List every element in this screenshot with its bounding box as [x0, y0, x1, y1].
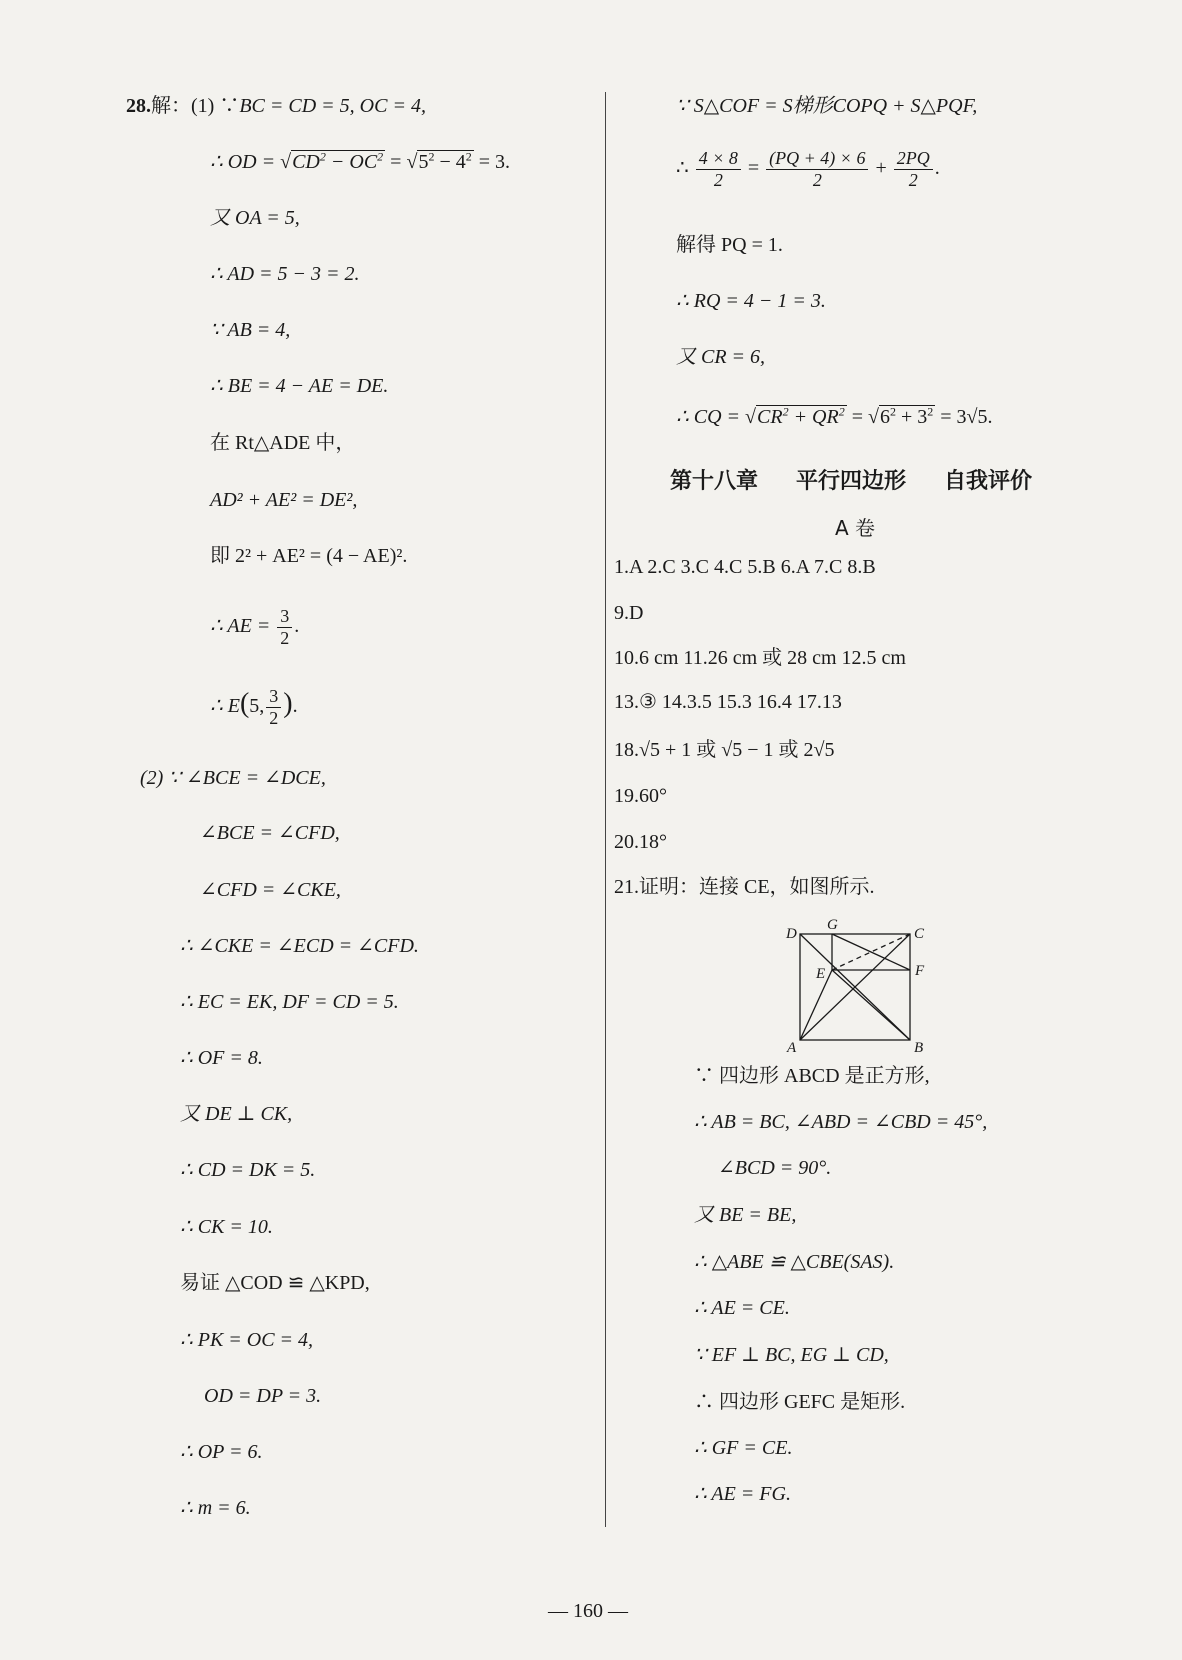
- q28-part2-line-1: (2) ∵ ∠BCE = ∠DCE,: [140, 767, 326, 789]
- q28-part2-line-12: OD = DP = 3.: [204, 1385, 322, 1407]
- chapter-title: [670, 464, 1032, 495]
- fraction-3-2-coord: $\frac{3}{2}$: [266, 686, 281, 728]
- proof-line-1: ∵ 四边形 ABCD 是正方形,: [694, 1065, 930, 1087]
- answers-row-4: 13.③ 14.3.5 15.3 16.4 17.13: [614, 691, 842, 713]
- cq-result: = 3√5.: [935, 406, 993, 428]
- label-a: A: [787, 1040, 797, 1056]
- q28-line-11: ∴ E(5, $\frac{3}{2}$ ).: [210, 686, 298, 728]
- cq-label: ∴ CQ =: [676, 406, 746, 428]
- label-g: G: [827, 918, 838, 933]
- label-d: D: [786, 926, 797, 942]
- q28-part2-line-10: 易证 △COD ≌ △KPD,: [180, 1272, 370, 1294]
- q28-number: 28.: [126, 95, 151, 117]
- sqrt-6-3: $6^2 + 3^2$: [879, 404, 934, 428]
- right-line-6: ∴ CQ = $√CR^2 + QR^2 = √6^2 + 3^2 = 3√5$.: [676, 404, 993, 428]
- q28-line-6: ∴ BE = 4 − AE = DE.: [210, 375, 389, 397]
- proof-line-9: ∴ GF = CE.: [694, 1437, 793, 1459]
- q28-line-3: 又 OA = 5,: [210, 207, 300, 229]
- column-divider: [605, 92, 606, 1527]
- q28-part2-line-5: ∴ EC = EK, DF = CD = 5.: [180, 991, 399, 1013]
- sqrt-cd-oc: $CD^2 - OC^2$: [292, 149, 384, 173]
- q28-part2-line-9: ∴ CK = 10.: [180, 1216, 273, 1238]
- label-e: E: [816, 966, 826, 982]
- answers-row-3: 10.6 cm 11.26 cm 或 28 cm 12.5 cm: [614, 647, 906, 669]
- chapter-section: 自我评价: [944, 469, 1033, 494]
- sqrt-cr-qr: $CR^2 + QR^2$: [757, 404, 845, 428]
- q28-line-2: ∴ OD = $√CD^2 - OC^2 = √5^2 - 4^2 = 3$.: [210, 149, 510, 173]
- q28-part2-line-8: ∴ CD = DK = 5.: [180, 1159, 316, 1181]
- q28-given: BC = CD = 5, OC = 4,: [239, 95, 426, 117]
- point-e-label: ∴ E: [210, 694, 240, 717]
- section-label: A 卷: [835, 516, 876, 540]
- q28-intro: 解：(1) ∵: [151, 95, 240, 117]
- page-number: — 160 —: [548, 1600, 628, 1622]
- q28-line-9: 即 2² + AE² = (4 − AE)².: [210, 545, 408, 567]
- od-label: ∴ OD =: [210, 151, 281, 173]
- chapter-number: 第十八章: [670, 469, 759, 494]
- answers-row-7: 20.18°: [614, 831, 667, 853]
- q28-part2-line-7: 又 DE ⊥ CK,: [180, 1103, 293, 1125]
- right-line-3: 解得 PQ = 1.: [676, 234, 783, 256]
- q28-line-7: 在 Rt△ADE 中，: [210, 432, 356, 454]
- right-line-1: ∵ S△COF = S梯形COPQ + S△PQF,: [676, 95, 978, 117]
- fraction-3-2: $\frac{3}{2}$: [277, 606, 292, 648]
- q28-part2-line-13: ∴ OP = 6.: [180, 1441, 263, 1463]
- fraction-2pq-over-2: $\frac{2PQ}{2}$: [894, 148, 933, 190]
- q28-line-10: ∴ AE = $\frac{3}{2}$ .: [210, 606, 300, 648]
- answers-row-1: 1.A 2.C 3.C 4.C 5.B 6.A 7.C 8.B: [614, 556, 876, 578]
- q21-line: 21.证明：连接 CE，如图所示.: [614, 876, 875, 898]
- proof-line-4: 又 BE = BE,: [694, 1204, 797, 1226]
- proof-line-8: ∴ 四边形 GEFC 是矩形.: [694, 1391, 906, 1413]
- right-line-2: ∴ $\frac{4 \times 8}{2}$ = $\frac{(PQ + 4) \times 6}{2}$ + $\frac{2PQ}{2}$ .: [676, 148, 940, 190]
- q28-line-1: [126, 96, 426, 116]
- q28-part2-line-14: ∴ m = 6.: [180, 1497, 251, 1519]
- q28-part2-line-6: ∴ OF = 8.: [180, 1047, 263, 1069]
- sqrt-5-4: $5^2 - 4^2$: [418, 149, 472, 173]
- right-line-5: 又 CR = 6,: [676, 346, 766, 368]
- square-figure: [784, 918, 934, 1058]
- chapter-name: 平行四边形: [796, 469, 907, 494]
- proof-line-6: ∴ AE = CE.: [694, 1297, 790, 1319]
- q28-line-5: ∵ AB = 4,: [210, 319, 291, 341]
- fraction-pq-over-2: $\frac{(PQ + 4) \times 6}{2}$: [766, 148, 868, 190]
- answers-row-6: 19.60°: [614, 785, 667, 807]
- right-line-4: ∴ RQ = 4 − 1 = 3.: [676, 290, 826, 312]
- label-f: F: [915, 963, 925, 979]
- proof-line-2: ∴ AB = BC, ∠ABD = ∠CBD = 45°,: [694, 1111, 988, 1133]
- eq-sign: =: [385, 151, 407, 173]
- label-c: C: [914, 926, 925, 942]
- q28-line-4: ∴ AD = 5 − 3 = 2.: [210, 263, 360, 285]
- label-b: B: [914, 1040, 924, 1056]
- q28-part2-line-11: ∴ PK = OC = 4,: [180, 1329, 314, 1351]
- answers-row-5: 18.√5 + 1 或 √5 − 1 或 2√5: [614, 739, 835, 761]
- fraction-4x8-over-2: $\frac{4 \times 8}{2}$: [696, 148, 741, 190]
- q28-part2-line-4: ∴ ∠CKE = ∠ECD = ∠CFD.: [180, 935, 419, 957]
- q28-part2-line-3: ∠CFD = ∠CKE,: [200, 879, 341, 901]
- od-result: = 3.: [473, 151, 510, 173]
- q28-line-8: AD² + AE² = DE²,: [210, 489, 358, 511]
- q28-part2-line-2: ∠BCE = ∠CFD,: [200, 822, 340, 844]
- ae-label: ∴ AE =: [210, 614, 276, 637]
- proof-line-3: ∠BCD = 90°.: [718, 1157, 832, 1179]
- answers-row-2: 9.D: [614, 602, 644, 624]
- proof-line-10: ∴ AE = FG.: [694, 1483, 791, 1505]
- segment-eb: [832, 970, 910, 1040]
- proof-line-5: ∴ △ABE ≌ △CBE(SAS).: [694, 1251, 895, 1273]
- proof-line-7: ∵ EF ⊥ BC, EG ⊥ CD,: [694, 1344, 889, 1366]
